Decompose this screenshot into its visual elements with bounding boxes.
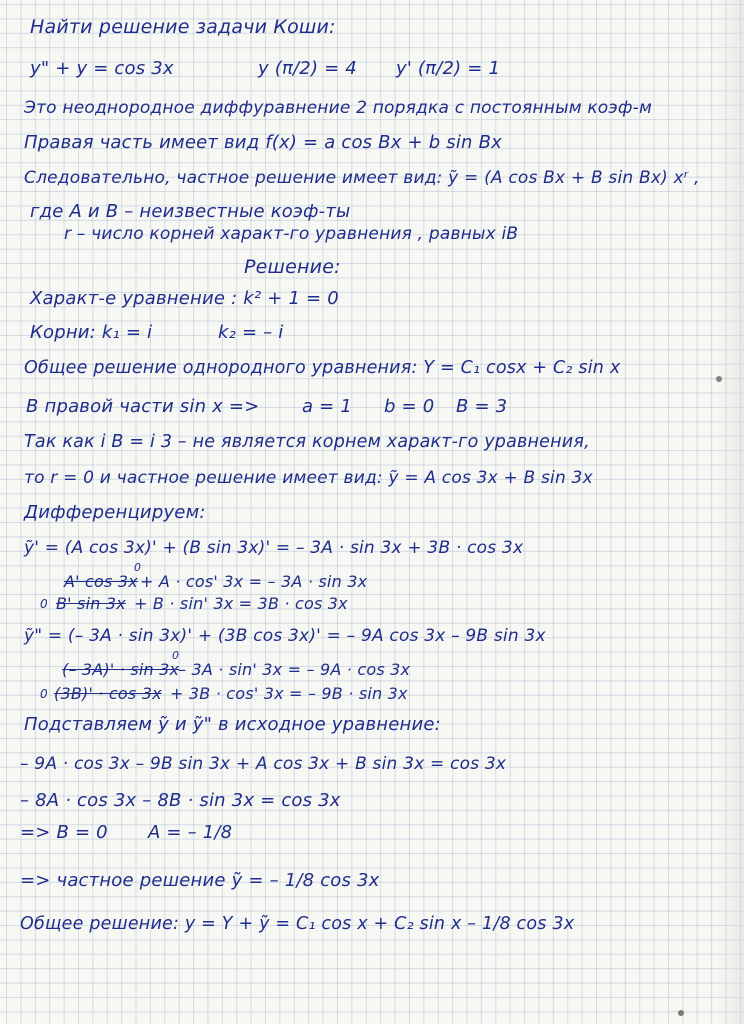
root-k1: Корни: k₁ = i [30,322,153,343]
right-side-sin: В правой части sin x => [26,396,260,417]
characteristic-equation: Характ-е уравнение : k² + 1 = 0 [30,288,339,309]
differentiate-heading: Дифференцируем: [24,502,206,523]
derivative-step-b-crossed: B' sin 3x [56,594,126,613]
derivative-step-c [0,649,744,682]
equation-type-note: Это неоднородное диффуравнение 2 порядка с постоянным коэф-м [24,98,653,118]
value-b: b = 0 [384,396,435,417]
derivative-step-d [0,684,744,706]
punch-hole-top [716,376,722,382]
derivative-step-b-rest: + B · sin' 3x = 3B · cos 3x [134,594,348,613]
general-solution-result: Общее решение: y = Y + ỹ = C₁ cos x + C₂ sin x – 1/8 cos 3x [20,914,575,934]
homogeneous-general-solution: Общее решение однородного уравнения: Y = C₁ cosx + C₂ sin x [24,358,621,378]
coefficient-b: => B = 0 [20,822,108,843]
unknown-coefficients-note: где A и B – неизвестные коэф-ты [30,201,351,222]
zero-mark-c: 0 [172,649,180,662]
derivative-step-a [0,561,744,594]
roots-count-note: r – число корней характ-го уравнения , равных iB [64,224,519,244]
substituted-equation: – 9A · cos 3x – 9B sin 3x + A cos 3x + B sin 3x = cos 3x [20,754,507,774]
right-side-form: Правая часть имеет вид f(x) = a cos Bx + b sin Bx [24,132,502,153]
substitution-heading: Подставляем ỹ и ỹ" в исходное уравнение: [24,714,441,735]
value-a: a = 1 [302,396,353,417]
derivative-step-b [0,594,744,616]
first-derivative: ỹ' = (A cos 3x)' + (B sin 3x)' = – 3A · sin 3x + 3B · cos 3x [24,538,524,558]
roots-row [0,322,744,348]
coefficient-values-row [0,822,744,848]
initial-condition-y-prime: y' (π/2) = 1 [396,58,501,79]
particular-solution-form-r0: то r = 0 и частное решение имеет вид: ỹ = A cos 3x + B sin 3x [24,468,593,488]
right-side-values-row [0,396,744,422]
differential-equation: y" + y = cos 3x [30,58,174,79]
initial-condition-y: y (π/2) = 4 [258,58,357,79]
simplified-equation: – 8A · cos 3x – 8B · sin 3x = cos 3x [20,790,341,811]
derivative-step-a-rest: + A · cos' 3x = – 3A · sin 3x [140,572,368,591]
solution-heading: Решение: [244,256,341,278]
zero-mark-d: 0 [40,687,48,701]
particular-solution-result: => частное решение ỹ = – 1/8 cos 3x [20,870,380,891]
zero-mark-b: 0 [40,597,48,611]
particular-solution-form: Следовательно, частное решение имеет вид: ỹ = (A cos Bx + B sin Bx) xʳ , [24,168,700,188]
second-derivative: ỹ" = (– 3A · sin 3x)' + (3B cos 3x)' = – 9A cos 3x – 9B sin 3x [24,626,546,646]
coefficient-a: A = – 1/8 [148,822,233,843]
value-beta: B = 3 [456,396,508,417]
derivative-step-d-rest: + 3B · cos' 3x = – 9B · sin 3x [170,684,408,703]
not-root-note: Так как i B = i 3 – не является корнем характ-го уравнения, [24,432,590,452]
punch-hole-bottom [678,1010,684,1016]
derivative-step-d-crossed: (3B)' · cos 3x [54,684,162,703]
derivative-step-c-rest: – 3A · sin' 3x = – 9A · cos 3x [178,660,411,679]
task-heading: Найти решение задачи Коши: [30,16,336,38]
derivative-step-a-crossed: A' cos 3x [64,572,138,591]
root-k2: k₂ = – i [218,322,284,343]
derivative-step-c-crossed: (– 3A)' · sin 3x [62,660,180,679]
equation-row [0,56,744,82]
zero-mark-a: 0 [134,561,142,574]
